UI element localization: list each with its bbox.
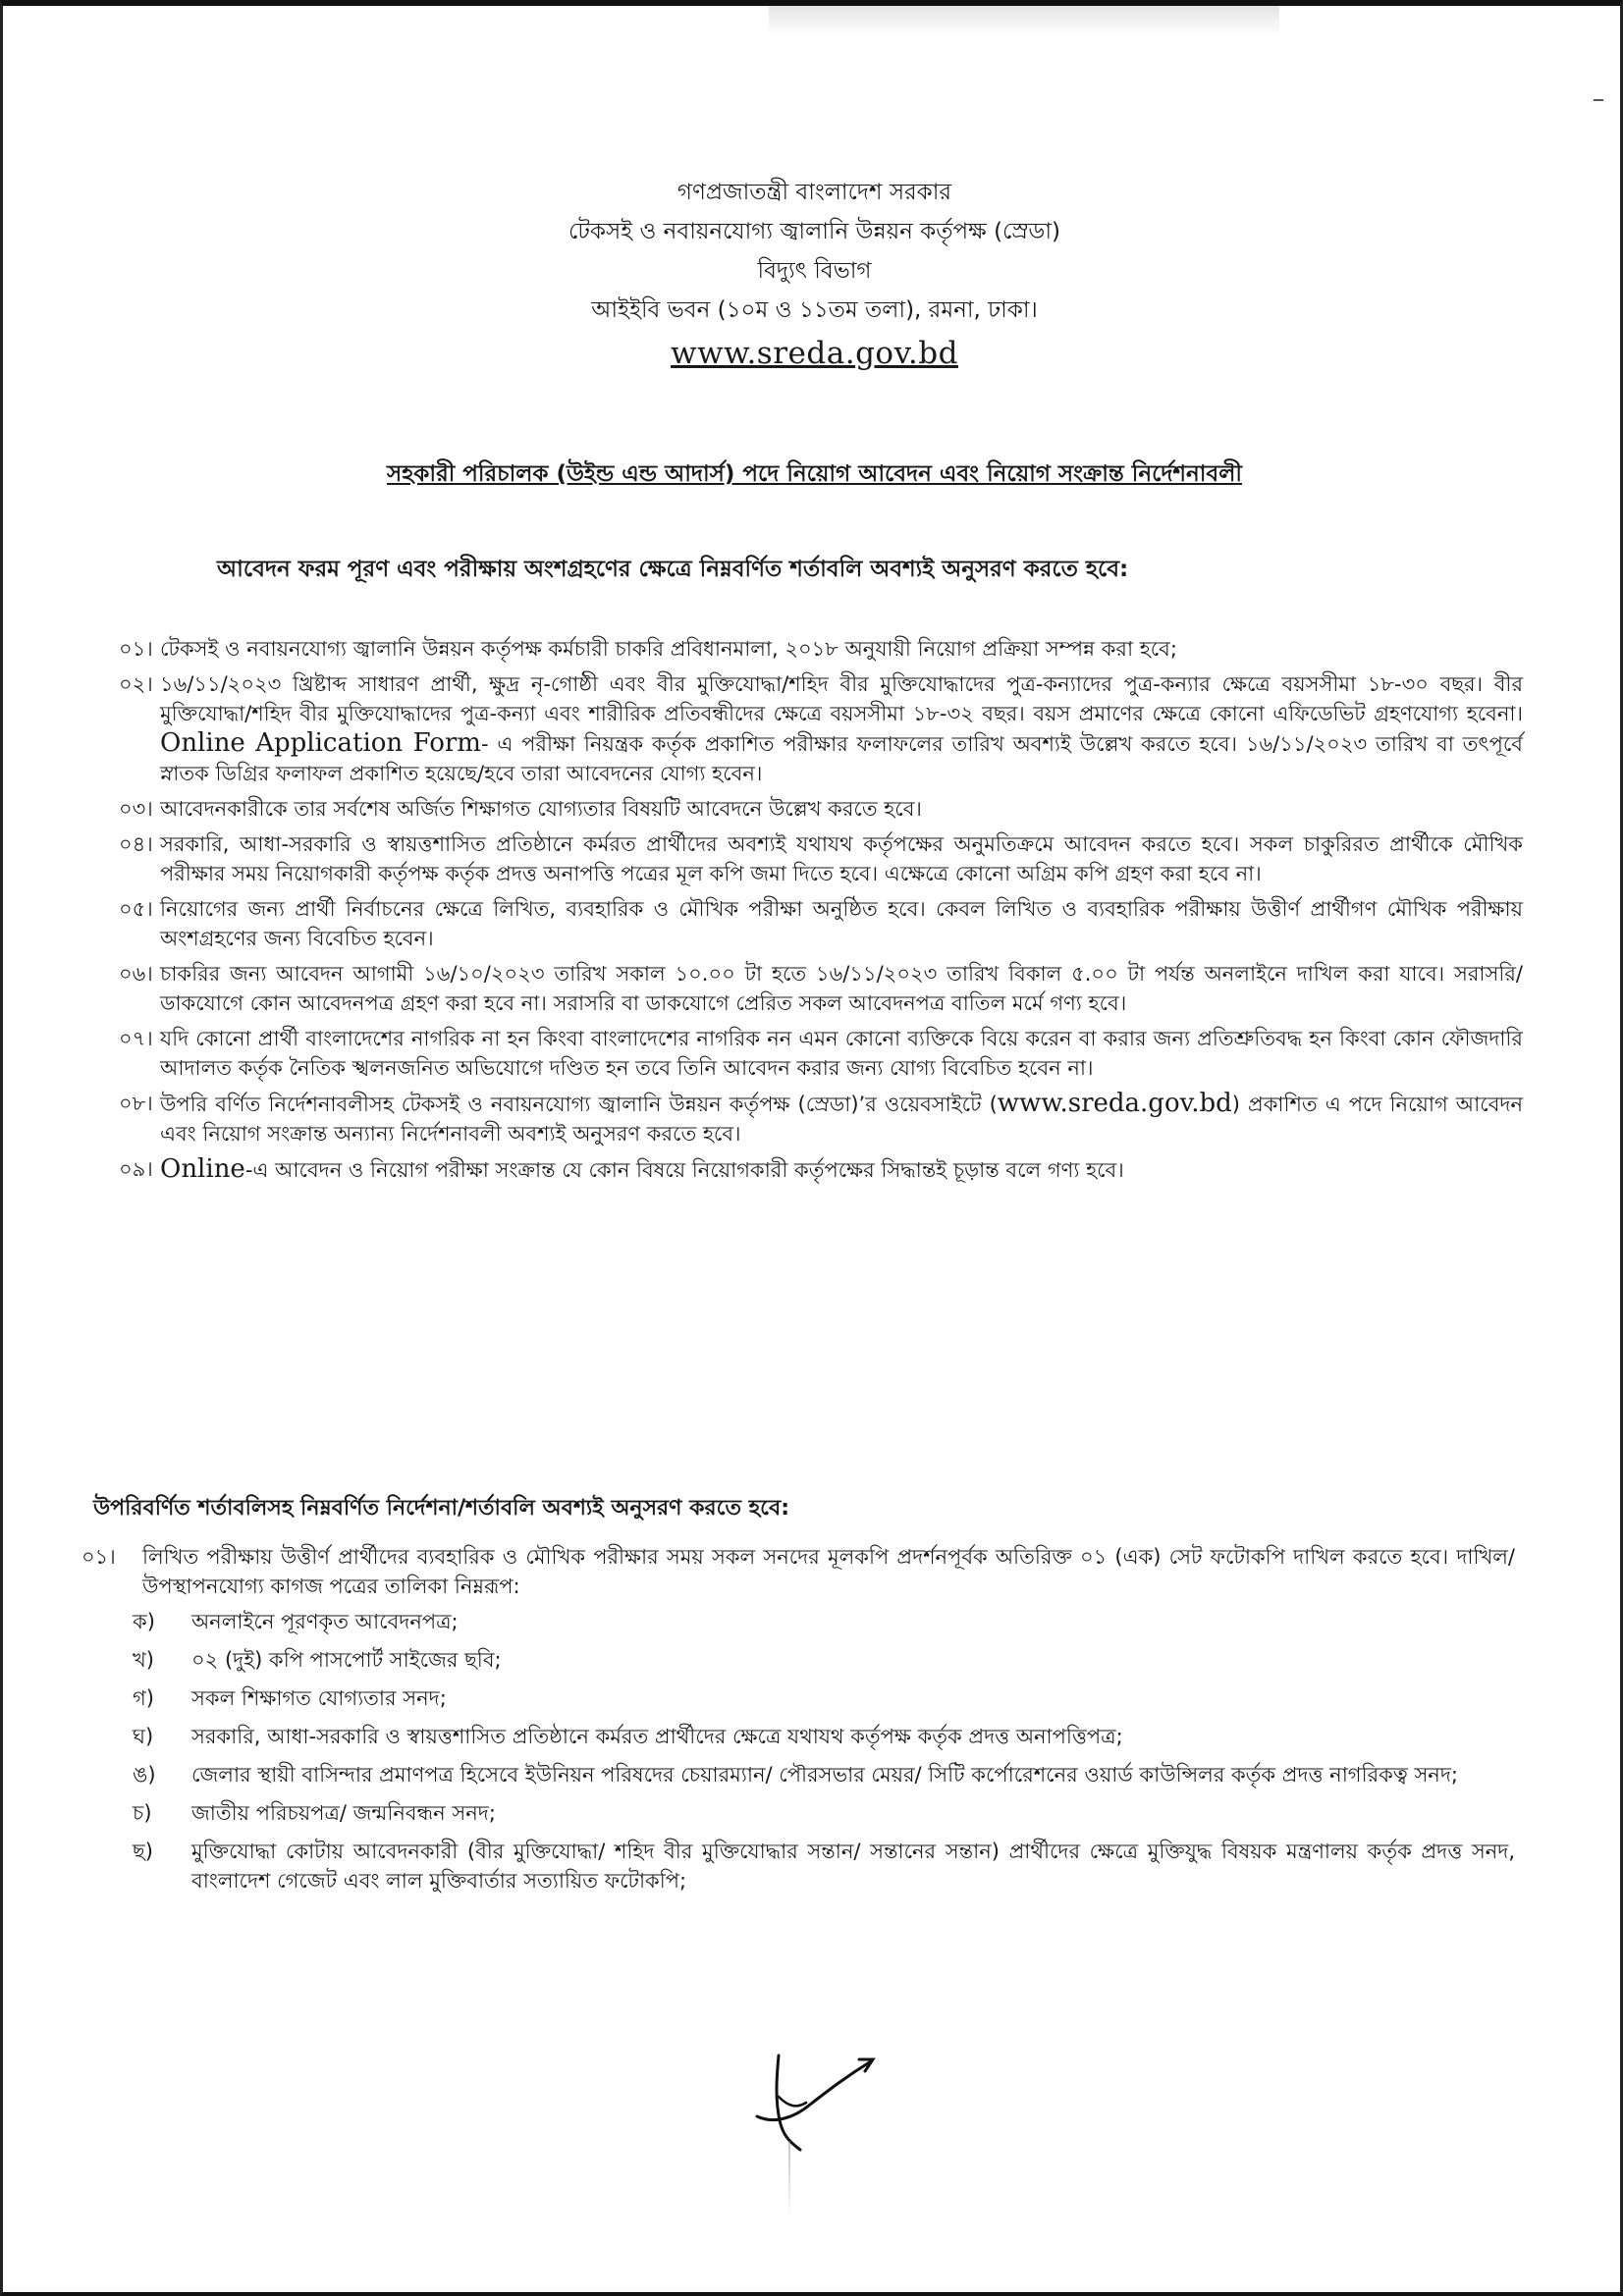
header-address: আইইবি ভবন (১০ম ও ১১তম তলা), রমনা, ঢাকা।	[591, 297, 1038, 323]
sub-item-label: গ)	[133, 1686, 154, 1710]
header-authority: টেকসই ও নবায়নযোগ্য জ্বালানি উন্নয়ন কর্তৃপক্ষ (স্রেডা)	[568, 219, 1060, 244]
item-text-part: - এ পরীক্ষা নিয়ন্ত্রক কর্তৃক প্রকাশিত পরীক্ষার ফলাফলের তারিখ অবশ্যই উল্লেখ করতে হবে। ১৬/১১/২০২৩ তারিখ বা তৎপূর্বে স্নাতক ডিগ্রির ফলাফল প্রকাশিত হয়েছে/হবে তারা আবেদনের যোগ্য হবেন।	[160, 732, 1523, 785]
item-number: ০১।	[119, 637, 153, 661]
header-website: www.sreda.gov.bd	[671, 336, 958, 371]
item-number: ০৪।	[119, 832, 153, 856]
required-documents	[133, 1607, 1515, 1896]
sub-item-text: অনলাইনে পূরণকৃত আবেদনপত্র;	[191, 1610, 459, 1633]
scan-shadow	[769, 6, 1279, 35]
sub-item-label: ঙ)	[133, 1763, 156, 1787]
item-number: ০১।	[81, 1545, 116, 1569]
item-latin-text: Online Application Form	[160, 728, 481, 758]
list-item	[119, 959, 1523, 1018]
list-item	[119, 794, 1523, 824]
sub-item-label: ক)	[133, 1610, 155, 1633]
document-subtitle: আবেদন ফরম পূরণ এবং পরীক্ষায় অংশগ্রহণের ক্ষেত্রে নিম্নবর্ণিত শর্তাবলি অবশ্যই অনুসরণ করতে হবে:	[217, 557, 1129, 582]
sub-item-label: চ)	[133, 1801, 152, 1825]
list-item	[119, 829, 1523, 888]
list-item	[119, 1024, 1523, 1083]
sub-item-text: সকল শিক্ষাগত যোগ্যতার সনদ;	[191, 1686, 447, 1710]
list-item	[119, 634, 1523, 664]
letterhead	[3, 173, 1623, 375]
sub-list-item	[133, 1722, 1515, 1751]
sub-item-text: মুক্তিযোদ্ধা কোটায় আবেদনকারী (বীর মুক্তিযোদ্ধা/ শহিদ বীর মুক্তিযোদ্ধার সন্তান/ সন্তানের সন্তান) প্রার্থীদের ক্ষেত্রে মুক্তিযুদ্ধ বিষয়ক মন্ত্রণালয় কর্তৃক প্রদত্ত সনদ, বাংলাদেশ গেজেট এবং লাল মুক্তিবার্তার সত্যায়িত ফটোকপি;	[191, 1840, 1515, 1893]
item-text-part: ) প্রকাশিত এ পদে নিয়োগ আবেদন এবং নিয়োগ সংক্রান্ত অন্যান্য নির্দেশনাবলী অবশ্যই অনুসরণ করতে হবে।	[160, 1093, 1523, 1146]
item-number: ০৯।	[119, 1157, 153, 1181]
item-latin-text: www.sreda.gov.bd	[997, 1089, 1232, 1118]
list-item	[119, 669, 1523, 788]
sub-item-label: খ)	[133, 1648, 154, 1672]
item-text: সরকারি, আধা-সরকারি ও স্বায়ত্তশাসিত প্রতিষ্ঠানে কর্মরত প্রার্থীদের অবশ্যই যথাযথ কর্তৃপক্ষের অনুমতিক্রমে আবেদন করতে হবে। সকল চাকুরিরত প্রার্থীকে মৌখিক পরীক্ষার সময় নিয়োগকারী কর্তৃপক্ষ কর্তৃক প্রদত্ত অনাপত্তি পত্রের মূল কপি জমা দিতে হবে। এক্ষেত্রে কোনো অগ্রিম কপি গ্রহণ করা হবে না।	[160, 832, 1523, 885]
sub-item-text: ০২ (দুই) কপি পাসপোর্ট সাইজের ছবি;	[191, 1648, 502, 1672]
header-government: গণপ্রজাতন্ত্রী বাংলাদেশ সরকার	[676, 180, 952, 205]
section-heading: উপরিবর্ণিত শর্তাবলিসহ নিম্নবর্ণিত নির্দেশনা/শর্তাবলি অবশ্যই অনুসরণ করতে হবে:	[93, 1496, 790, 1521]
item-text: নিয়োগের জন্য প্রার্থী নির্বাচনের ক্ষেত্রে লিখিত, ব্যবহারিক ও মৌখিক পরীক্ষা অনুষ্ঠিত হবে। কেবল লিখিত ও ব্যবহারিক পরীক্ষায় উত্তীর্ণ প্রার্থীগণ মৌখিক পরীক্ষায় অংশগ্রহণের জন্য বিবেচিত হবেন।	[160, 897, 1523, 950]
list-item	[119, 1089, 1523, 1148]
item-number: ০৭।	[119, 1027, 153, 1050]
sub-item-label: ঘ)	[133, 1725, 154, 1748]
item-text	[160, 1089, 1523, 1148]
item-text: চাকরির জন্য আবেদন আগামী ১৬/১০/২০২৩ তারিখ সকাল ১০.০০ টা হতে ১৬/১১/২০২৩ তারিখ বিকাল ৫.০০ টা পর্যন্ত অনলাইনে দাখিল করা যাবে। সরাসরি/ ডাকযোগে কোন আবেদনপত্র গ্রহণ করা হবে না। সরাসরি বা ডাকযোগে প্রেরিত সকল আবেদনপত্র বাতিল মর্মে গণ্য হবে।	[160, 962, 1524, 1015]
sub-item-text: জাতীয় পরিচয়পত্র/ জন্মনিবন্ধন সনদ;	[191, 1801, 496, 1825]
scan-scratch	[788, 2141, 790, 2219]
item-text-part: -এ আবেদন ও নিয়োগ পরীক্ষা সংক্রান্ত যে কোন বিষয়ে নিয়োগকারী কর্তৃপক্ষের সিদ্ধান্তই চূড়ান্ত বলে গণ্য হবে।	[244, 1158, 1124, 1182]
item-text	[160, 1154, 1523, 1185]
sub-list-item	[133, 1645, 1515, 1675]
sub-list-item	[133, 1683, 1515, 1713]
scan-mark	[1594, 99, 1603, 101]
sub-list-item	[133, 1798, 1515, 1828]
document-title: সহকারী পরিচালক (উইন্ড এন্ড আদার্স) পদে নিয়োগ আবেদন এবং নিয়োগ সংক্রান্ত নির্দেশনাবলী	[387, 461, 1242, 487]
signature-mark	[749, 2048, 877, 2156]
item-number: ০৬।	[119, 962, 153, 986]
item-text	[160, 669, 1523, 788]
item-text-part: ১৬/১১/২০২৩ খ্রিষ্টাব্দ সাধারণ প্রার্থী, ক্ষুদ্র নৃ-গোষ্ঠী এবং বীর মুক্তিযোদ্ধা/শহিদ বীর মুক্তিযোদ্ধাদের পুত্র-কন্যাদের পুত্র-কন্যার ক্ষেত্রে বয়সসীমা ১৮-৩০ বছর। বীর মুক্তিযোদ্ধা/শহিদ বীর মুক্তিযোদ্ধাদের পুত্র-কন্যা এবং শারীরিক প্রতিবন্ধীদের ক্ষেত্রে বয়সসীমা ১৮-৩২ বছর। বয়স প্রমাণের ক্ষেত্রে কোনো এফিডেভিট গ্রহণযোগ্য হবেনা।	[160, 672, 1523, 725]
item-text: টেকসই ও নবায়নযোগ্য জ্বালানি উন্নয়ন কর্তৃপক্ষ কর্মচারী চাকরি প্রবিধানমালা, ২০১৮ অনুযায়ী নিয়োগ প্রক্রিয়া সম্পন্ন করা হবে;	[160, 637, 1177, 661]
documents-list	[81, 1542, 1515, 1904]
item-text-part: উপরি বর্ণিত নির্দেশনাবলীসহ টেকসই ও নবায়নযোগ্য জ্বালানি উন্নয়ন কর্তৃপক্ষ (স্রেডা)’র ওয়েবসাইটে (	[160, 1093, 998, 1116]
item-number: ০৩।	[119, 797, 153, 821]
conditions-list	[119, 634, 1523, 1191]
list-item	[81, 1542, 1515, 1601]
item-number: ০৫।	[119, 897, 153, 921]
sub-list-item	[133, 1837, 1515, 1896]
list-item	[119, 1154, 1523, 1185]
sub-list-item	[133, 1760, 1515, 1789]
sub-item-text: জেলার স্থায়ী বাসিন্দার প্রমাণপত্র হিসেবে ইউনিয়ন পরিষদের চেয়ারম্যান/ পৌরসভার মেয়র/ সিটি কর্পোরেশনের ওয়ার্ড কাউন্সিলর কর্তৃক প্রদত্ত নাগরিকত্ব সনদ;	[191, 1763, 1458, 1787]
sub-item-label: ছ)	[133, 1840, 153, 1863]
sub-item-text: সরকারি, আধা-সরকারি ও স্বায়ত্তশাসিত প্রতিষ্ঠানে কর্মরত প্রার্থীদের ক্ষেত্রে যথাযথ কর্তৃপক্ষ কর্তৃক প্রদত্ত অনাপত্তিপত্র;	[191, 1725, 1123, 1748]
header-division: বিদ্যুৎ বিভাগ	[757, 258, 872, 284]
item-latin-text: Online	[160, 1154, 245, 1184]
item-text: যদি কোনো প্রার্থী বাংলাদেশের নাগরিক না হন কিংবা বাংলাদেশের নাগরিক নন এমন কোনো ব্যক্তিকে বিয়ে করেন বা করার জন্য প্রতিশ্রুতিবদ্ধ হন কিংবা কোন ফৌজদারি আদালত কর্তৃক নৈতিক স্খলনজনিত অভিযোগে দণ্ডিত হন তবে তিনি আবেদন করার জন্য যোগ্য বিবেচিত হবেন না।	[160, 1027, 1523, 1080]
item-text: আবেদনকারীকে তার সর্বশেষ অর্জিত শিক্ষাগত যোগ্যতার বিষয়টি আবেদনে উল্লেখ করতে হবে।	[160, 797, 922, 821]
sub-list-item	[133, 1607, 1515, 1636]
item-number: ০২।	[119, 672, 153, 696]
list-item	[119, 894, 1523, 953]
item-number: ০৮।	[119, 1092, 153, 1115]
item-text: লিখিত পরীক্ষায় উত্তীর্ণ প্রার্থীদের ব্যবহারিক ও মৌখিক পরীক্ষার সময় সকল সনদের মূলকপি প্রদর্শনপূর্বক অতিরিক্ত ০১ (এক) সেট ফটোকপি দাখিল করতে হবে। দাখিল/ উপস্থাপনযোগ্য কাগজ পত্রের তালিকা নিম্নরূপ:	[142, 1545, 1515, 1598]
